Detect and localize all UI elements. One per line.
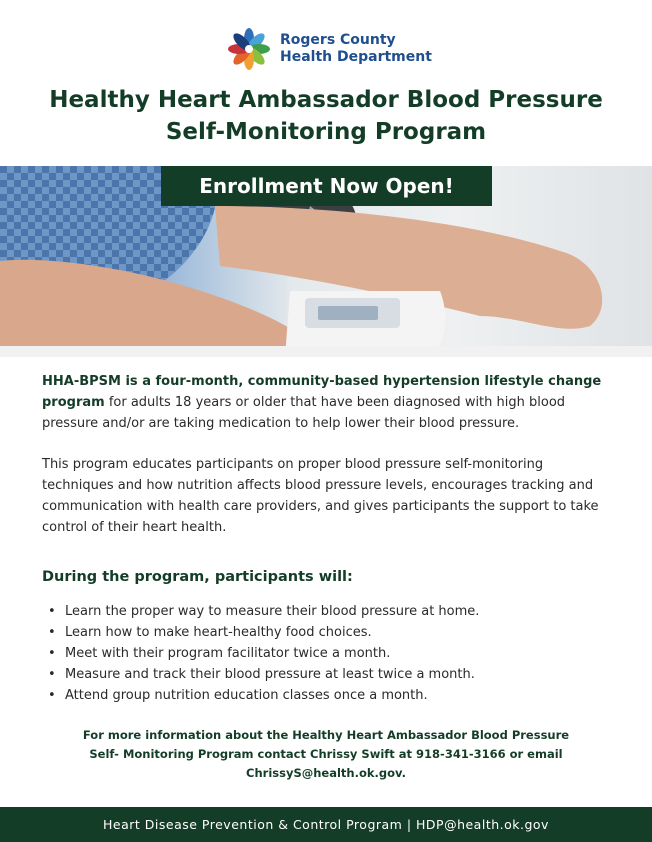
- intro-bold-text: HHA-BPSM is a four-month, community-based hypertension lifestyle change program: [42, 374, 602, 410]
- logo-line-2: Health Department: [280, 49, 432, 65]
- program-subheading: During the program, participants will:: [42, 569, 353, 585]
- participant-activities-list: [48, 601, 479, 706]
- footer-text: Heart Disease Prevention & Control Program | HDP@health.ok.gov: [103, 817, 549, 832]
- bullet-icon: •: [48, 667, 56, 682]
- title-line-2: Self-Monitoring Program: [165, 119, 487, 145]
- list-item: [48, 664, 479, 685]
- health-department-logo: [228, 26, 432, 72]
- bullet-icon: •: [48, 625, 56, 640]
- description-paragraph: This program educates participants on proper blood pressure self-monitoring techniques and how nutrition affects blood pressure levels, encourages tracking and communication with health care providers, and gives participants the support to take control of their heart health.: [42, 457, 599, 535]
- footer-bar: [0, 807, 652, 842]
- title-line-1: Healthy Heart Ambassador Blood Pressure: [49, 87, 603, 113]
- contact-info: [62, 726, 590, 783]
- list-item-text: Learn how to make heart-healthy food choices.: [65, 625, 372, 640]
- star-logo-icon: [228, 28, 270, 70]
- contact-line-2: Self- Monitoring Program contact Chrissy Swift at 918-341-3166 or email: [89, 747, 563, 761]
- list-item: [48, 622, 479, 643]
- page-title: [0, 84, 652, 148]
- list-item-text: Learn the proper way to measure their blood pressure at home.: [65, 604, 480, 619]
- contact-email-link[interactable]: ChrissyS@health.ok.gov.: [246, 766, 406, 780]
- list-item-text: Measure and track their blood pressure at least twice a month.: [65, 667, 475, 682]
- enrollment-banner: Enrollment Now Open!: [161, 166, 492, 206]
- list-item: [48, 685, 479, 706]
- list-item: [48, 643, 479, 664]
- logo-text: [280, 32, 432, 66]
- list-item-text: Attend group nutrition education classes once a month.: [65, 688, 428, 703]
- contact-line-1: For more information about the Healthy Heart Ambassador Blood Pressure: [82, 728, 570, 742]
- intro-paragraph: [42, 371, 617, 434]
- bullet-icon: •: [48, 646, 56, 661]
- list-item: [48, 601, 479, 622]
- list-item-text: Meet with their program facilitator twice a month.: [65, 646, 391, 661]
- bullet-icon: •: [48, 688, 56, 703]
- intro-rest-text: for adults 18 years or older that have been diagnosed with high blood pressure and/or are taking medication to help lower their blood pressure.: [42, 395, 566, 431]
- logo-line-1: Rogers County: [280, 32, 396, 48]
- bullet-icon: •: [48, 604, 56, 619]
